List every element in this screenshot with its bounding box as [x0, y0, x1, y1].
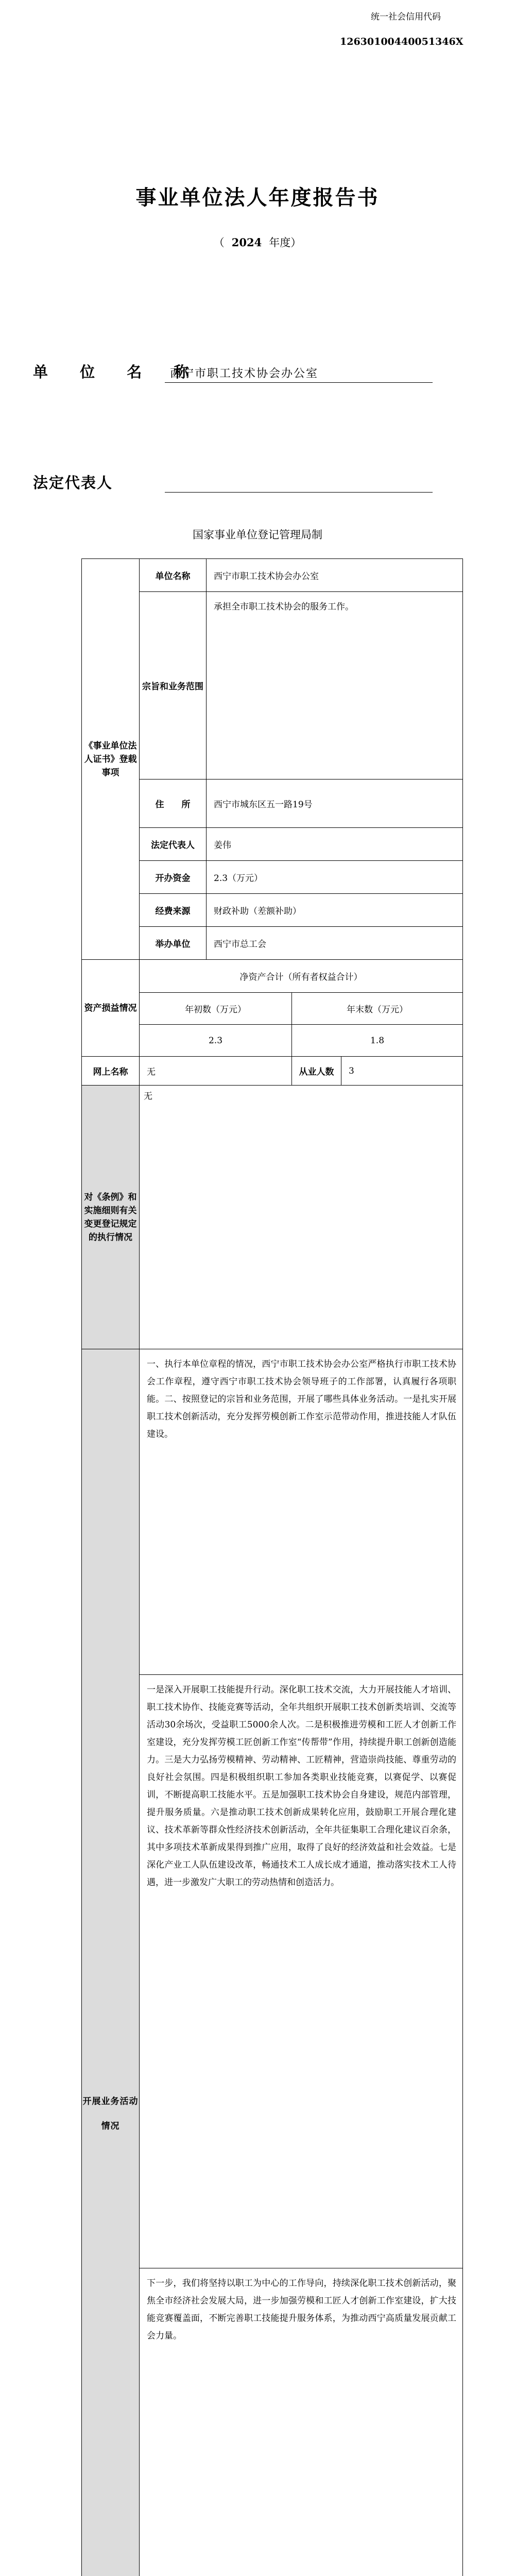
website-value: 无 [140, 1057, 292, 1086]
credit-code-label: 统一社会信用代码 [371, 12, 441, 22]
cover-unit-name-value: 西宁市职工技术协会办公室 [170, 367, 319, 380]
cover-legal-rep-underline [165, 492, 433, 493]
legal-rep-label: 法定代表人 [140, 828, 207, 861]
report-year [0, 234, 515, 250]
activities-paragraph-3: 下一步，我们将坚持以职工为中心的工作导向，持续深化职工技术创新活动，聚焦全市经济社会发展大局，进一步加强劳模和工匠人才创新工作室建设，扩大技能竞赛覆盖面，不断完善职工技能提升服务体系，为推动西宁高质量发展贡献工会力量。 [140, 2268, 463, 2576]
registration-section-label: 《事业单位法人证书》登载事项 [82, 559, 140, 960]
net-assets-begin-value: 2.3 [140, 1025, 292, 1057]
funding-label: 开办资金 [140, 861, 207, 894]
activities-paragraph-2: 一是深入开展职工技能提升行动。深化职工技术交流，大力开展技能人才培训、职工技术协作、技能竞赛等活动，全年共组织开展职工技术创新类培训、交流等活动30余场次，受益职工5000余人次。二是积极推进劳模和工匠人才创新工作室建设，充分发挥劳模工匠创新工作室“传帮带”作用，持续提升职工创新创造能力。三是大力弘扬劳模精神、劳动精神、工匠精神，营造崇尚技能、尊重劳动的良好社会氛围。四是积极组织职工参加各类职业技能竞赛，以赛促学、以赛促训，不断提高职工技能水平。五是加强职工技术协会自身建设，规范内部管理，提升服务质量。六是推动职工技术创新成果转化应用，鼓励职工开展合理化建议、技术革新等群众性经济技术创新活动，全年共征集职工合理化建议百余条，其中多项技术革新成果得到推广应用，取得了良好的经济效益和社会效益。七是深化产业工人队伍建设改革，畅通技术工人成长成才通道，推动落实技术工人待遇，进一步激发广大职工的劳动热情和创造活力。 [140, 1675, 463, 2268]
cover-legal-rep-label: 法定代表人 [33, 474, 113, 492]
sponsor-label: 举办单位 [140, 927, 207, 960]
legal-rep-value: 姜伟 [207, 828, 463, 861]
page-title: 事业单位法人年度报告书 [135, 185, 380, 210]
scope-label: 宗旨和业务范围 [140, 592, 207, 779]
annual-report-table [81, 558, 463, 2576]
registry-issuer: 国家事业单位登记管理局制 [193, 529, 322, 541]
assets-label: 资产损益情况 [82, 960, 140, 1057]
staff-value: 3 [341, 1057, 463, 1086]
funding-value: 2.3（万元） [207, 861, 463, 894]
activities-paragraph-1: 一、执行本单位章程的情况，西宁市职工技术协会办公室严格执行市职工技术协会工作章程，遵守西宁市职工技术协会领导班子的工作部署，认真履行各项职能。二、按照登记的宗旨和业务范围，开展了哪些具体业务活动。一是扎实开展职工技术创新活动，充分发挥劳模创新工作室示范带动作用，推进技能人才队伍建设。 [140, 1349, 463, 1675]
unit-name-value: 西宁市职工技术协会办公室 [207, 559, 463, 592]
cover-unit-name-underline [165, 382, 433, 383]
activities-label: 开展业务活动情况 [82, 1349, 140, 2576]
address-value: 西宁市城东区五一路19号 [207, 779, 463, 828]
net-assets-end-label: 年末数（万元） [292, 993, 463, 1025]
year-value: 2024 [231, 236, 262, 249]
staff-label: 从业人数 [292, 1057, 341, 1086]
address-label: 住 所 [140, 779, 207, 828]
year-open: （ [213, 236, 225, 249]
unit-name-label: 单位名称 [140, 559, 207, 592]
net-assets-begin-label: 年初数（万元） [140, 993, 292, 1025]
funding-source-value: 财政补助（差额补助） [207, 894, 463, 927]
net-assets-end-value: 1.8 [292, 1025, 463, 1057]
funding-source-label: 经费来源 [140, 894, 207, 927]
year-close: 年度） [269, 236, 302, 249]
cover-unit-name-label: 单 位 名 称 [33, 363, 202, 381]
compliance-label: 对《条例》和实施细则有关变更登记规定的执行情况 [82, 1086, 140, 1349]
net-assets-header: 净资产合计（所有者权益合计） [140, 960, 463, 993]
compliance-value: 无 [140, 1086, 463, 1349]
website-label: 网上名称 [82, 1057, 140, 1086]
scope-value: 承担全市职工技术协会的服务工作。 [207, 592, 463, 779]
credit-code: 12630100440051346X [340, 36, 464, 47]
sponsor-value: 西宁市总工会 [207, 927, 463, 960]
